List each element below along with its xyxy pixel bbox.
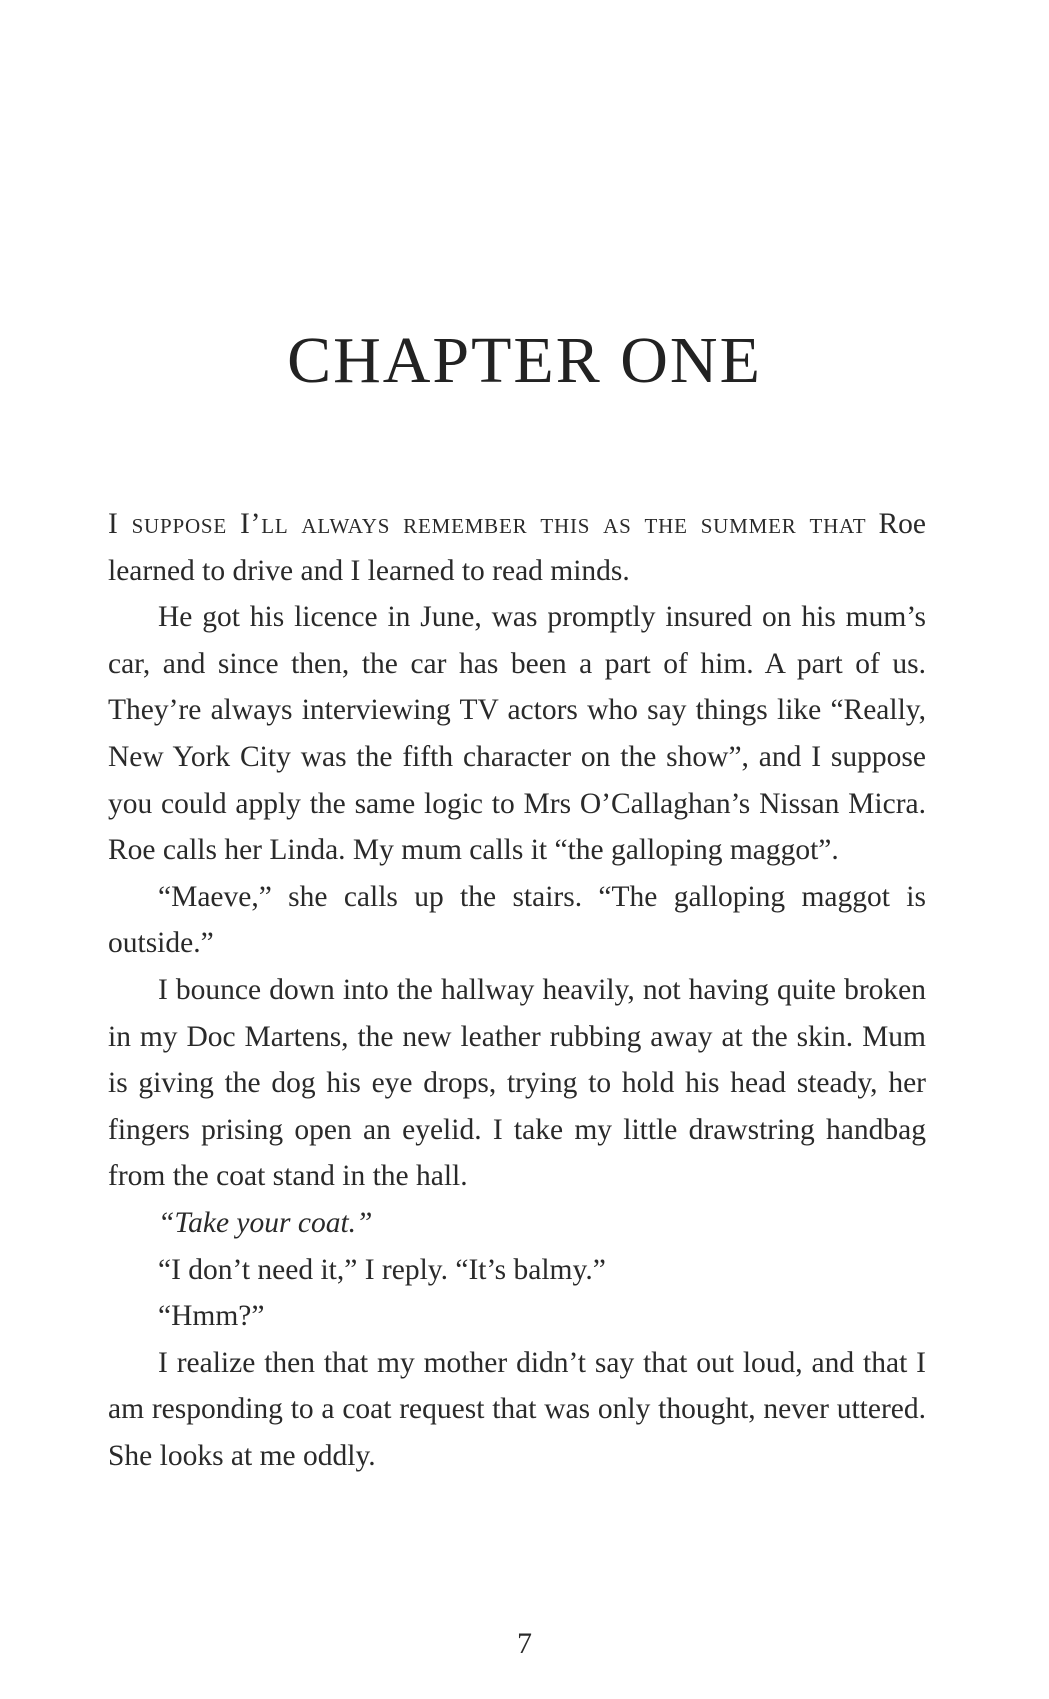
opening-small-caps: I suppose I’ll always remember this as the summer that xyxy=(108,508,867,540)
paragraph: He got his licence in June, was promptly insured on his mum’s car, and since then, the car has been a part of him. A part of us. They’re always interviewing TV actors who say things like “Really, New York City was the fifth character on the show”, and I suppose you could apply the same logic to Mrs O’Callaghan’s Nissan Micra. Roe calls her Linda. My mum calls it “the galloping maggot”. xyxy=(108,601,926,867)
opening-continuation: Roe learned to drive and I learned to read minds. xyxy=(108,508,926,587)
paragraph-italic: “Take your coat.” xyxy=(158,1206,373,1239)
paragraph xyxy=(108,501,926,594)
paragraph: I bounce down into the hallway heavily, not having quite broken in my Doc Martens, the new leather rubbing away at the skin. Mum is giving the dog his eye drops, trying to hold his head steady, her fingers prising open an eyelid. I take my little drawstring handbag from the coat stand in the hall. xyxy=(108,973,926,1193)
paragraph: “I don’t need it,” I reply. “It’s balmy.” xyxy=(158,1253,606,1286)
paragraph: “Hmm?” xyxy=(158,1300,265,1333)
page-number: 7 xyxy=(517,1627,532,1660)
body-text xyxy=(108,501,926,1479)
paragraph: I realize then that my mother didn’t say that out loud, and that I am responding to a coat request that was only thought, never uttered. She looks at me oddly. xyxy=(108,1346,926,1472)
paragraph: “Maeve,” she calls up the stairs. “The galloping maggot is outside.” xyxy=(108,880,926,960)
chapter-title: CHAPTER ONE xyxy=(287,324,762,397)
